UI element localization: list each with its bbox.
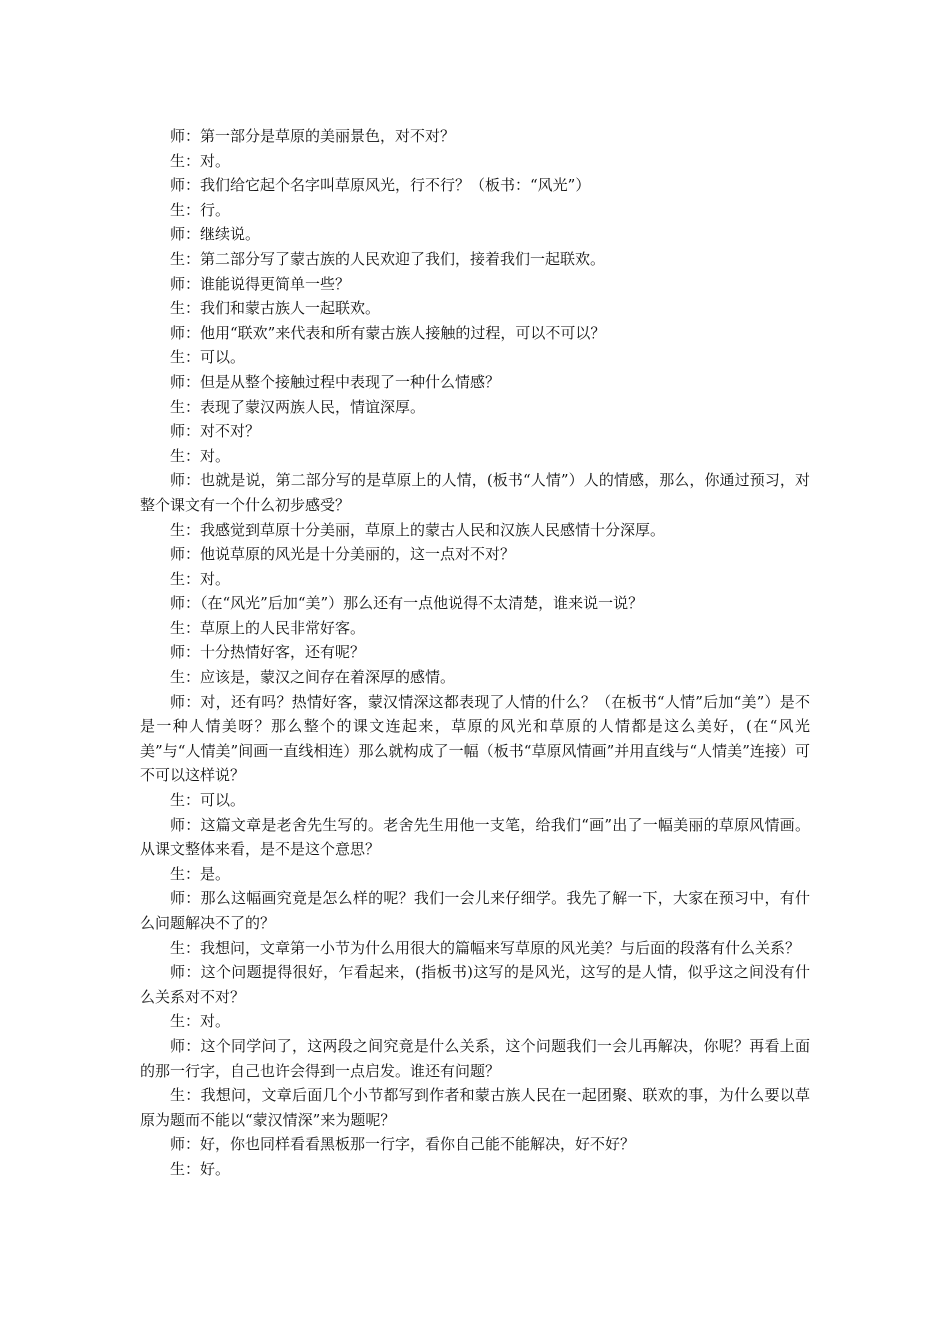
dialogue-line: 师：（在“风光”后加“美”）那么还有一点他说得不太清楚，谁来说一说？ — [170, 594, 644, 613]
dialogue-line: 师：他说草原的风光是十分美丽的，这一点对不对？ — [170, 545, 516, 564]
dialogue-line: 生：我们和蒙古族人一起联欢。 — [170, 299, 381, 318]
dialogue-line: 师：这篇文章是老舍先生写的。老舍先生用他一支笔，给我们“画”出了一幅美丽的草原风情画。从课文整体来看，是不是这个意思？ — [140, 815, 810, 859]
dialogue-line: 师：十分热情好客，还有呢？ — [170, 643, 366, 662]
dialogue-line: 生：表现了蒙汉两族人民，情谊深厚。 — [170, 397, 426, 416]
dialogue-line: 生：我感觉到草原十分美丽，草原上的蒙古人民和汉族人民感情十分深厚。 — [170, 520, 666, 539]
dialogue-line: 生：我想问，文章第一小节为什么用很大的篇幅来写草原的风光美？与后面的段落有什么关系？ — [170, 938, 801, 957]
dialogue-line: 生：我想问，文章后面几个小节都写到作者和蒙古族人民在一起团聚、联欢的事，为什么要以草原为题而不能以“蒙汉情深”来为题呢？ — [140, 1086, 810, 1129]
dialogue-line: 师：继续说。 — [170, 225, 261, 244]
dialogue-line: 师：对，还有吗？热情好客，蒙汉情深这都表现了人情的什么？（在板书“人情”后加“美”）是不是一种人情美呀？那么整个的课文连起来，草原的风光和草原的人情都是这么美好，(在“风光美”与“人情美”间画一直线相连）那么就构成了一幅（板书“草原风情画”并用直线与“人情美”连接）可不可以这样说？ — [140, 692, 810, 785]
dialogue-line: 生：可以。 — [170, 348, 246, 367]
dialogue-line: 师：谁能说得更简单一些？ — [170, 274, 351, 293]
dialogue-line: 生：行。 — [170, 200, 231, 219]
dialogue-line: 生：好。 — [170, 1159, 231, 1178]
dialogue-line: 师：我们给它起个名字叫草原风光，行不行？（板书：“风光”） — [170, 176, 591, 195]
dialogue-line: 生：是。 — [170, 864, 231, 883]
dialogue-line: 师：这个同学问了，这两段之间究竟是什么关系，这个问题我们一会儿再解决，你呢？再看上面的那一行字，自己也许会得到一点启发。谁还有问题？ — [140, 1036, 810, 1080]
dialogue-line: 师：第一部分是草原的美丽景色，对不对？ — [170, 127, 456, 145]
dialogue-line: 生：对。 — [170, 569, 231, 588]
dialogue-line: 生：对。 — [170, 151, 231, 170]
dialogue-line: 生：可以。 — [170, 791, 246, 810]
dialogue-line: 师：但是从整个接触过程中表现了一种什么情感？ — [170, 372, 501, 391]
dialogue-line: 师：好，你也同样看看黑板那一行字，看你自己能不能解决，好不好？ — [170, 1135, 636, 1154]
dialogue-line: 师：那么这幅画究竟是怎么样的呢？我们一会儿来仔细学。我先了解一下，大家在预习中，有什么问题解决不了的？ — [140, 889, 810, 932]
dialogue-line: 师：也就是说，第二部分写的是草原上的人情，(板书“人情”）人的情感，那么，你通过预习，对整个课文有一个什么初步感受？ — [140, 471, 810, 514]
dialogue-transcript — [140, 124, 810, 1182]
dialogue-line: 生：第二部分写了蒙古族的人民欢迎了我们，接着我们一起联欢。 — [170, 249, 606, 268]
dialogue-line: 生：对。 — [170, 446, 231, 465]
dialogue-line: 师：对不对？ — [170, 422, 261, 441]
dialogue-line: 生：应该是，蒙汉之间存在着深厚的感情。 — [170, 668, 456, 687]
dialogue-line: 生：对。 — [170, 1012, 231, 1031]
dialogue-line: 生：草原上的人民非常好客。 — [170, 618, 366, 637]
dialogue-line: 师：他用“联欢”来代表和所有蒙古族人接触的过程，可以不可以？ — [170, 323, 606, 342]
dialogue-line: 师：这个问题提得很好，乍看起来，(指板书)这写的是风光，这写的是人情，似乎这之间没有什么关系对不对？ — [140, 963, 810, 1006]
